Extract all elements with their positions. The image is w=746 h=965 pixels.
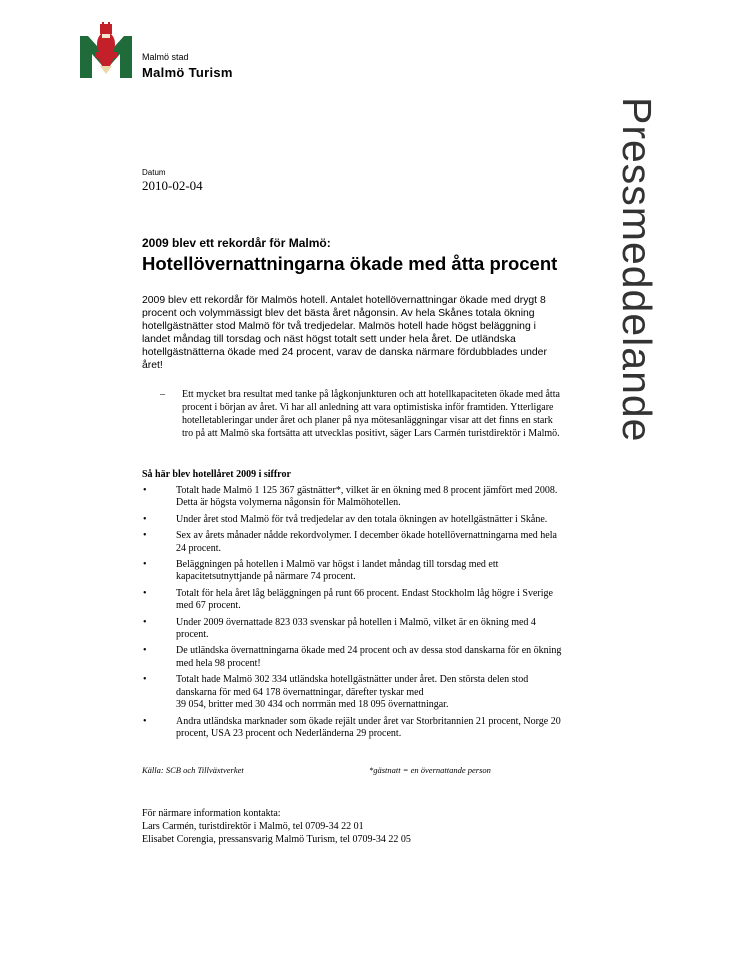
quote-text: Ett mycket bra resultat med tanke på lågkonjunkturen och att hotellkapaciteten ökade med åtta procent i början av året. Vi har all anledning att vara optimistiska inför framtiden. Ytterligare hotelletableringar under året och planer på nya mötesanläggningar visar att det finns en stark tro på att Malmö ska fortsätta att utvecklas positivt, säger Lars Carmén turistdirektör i Malmö. (182, 389, 560, 440)
bullet-icon: • (143, 616, 147, 628)
list-item (142, 514, 566, 526)
list-item (142, 617, 566, 642)
contact-heading: För närmare information kontakta: (142, 808, 281, 819)
headline-line2: Hotellövernattningarna ökade med åtta procent (142, 253, 558, 274)
list-item (142, 588, 566, 613)
bullet-icon: • (143, 485, 147, 496)
org-city: Malmö stad (142, 52, 189, 62)
list-item-text: De utländska övernattningarna ökade med 24 procent och av dessa stod danskarna för en ökning med hela 98 procent! (176, 645, 562, 669)
list-item-text-line2: 39 054, britter med 30 434 och norrmän med 18 095 övernattningar. (176, 699, 449, 711)
list-item-text: Andra utländska marknader som ökade rejält under året var Storbritannien 21 procent, Norge 20 procent, USA 23 procent och Nederländerna 29 procent. (176, 715, 561, 739)
list-item-text: Under året stod Malmö för två tredjedelar av den totala ökningen av hotellgästnätter i Skåne. (176, 513, 548, 525)
bullet-icon: • (143, 513, 147, 525)
list-item-text: Sex av årets månader nådde rekordvolymer. I december ökade hotellövernattningarna med hela 24 procent. (176, 530, 557, 554)
list-item (142, 530, 566, 555)
headline-line1: 2009 blev ett rekordår för Malmö: (142, 236, 331, 250)
bullet-icon: • (143, 559, 147, 571)
facts-list (142, 485, 566, 744)
source-note: Källa: SCB och Tillväxtverket (142, 765, 244, 775)
contact-line: Lars Carmén, turistdirektör i Malmö, tel 0709-34 22 01 (142, 821, 364, 832)
facts-heading: Så här blev hotellåret 2009 i siffror (142, 469, 291, 480)
list-item-text: Totalt för hela året låg beläggningen på runt 66 procent. Endast Stockholm låg högre i Sverige med 67 procent. (176, 587, 553, 612)
bullet-icon: • (143, 530, 147, 542)
list-item (142, 559, 566, 584)
org-name: Malmö Turism (142, 65, 233, 80)
contact-line: Elisabet Corengia, pressansvarig Malmö Turism, tel 0709-34 22 05 (142, 834, 411, 845)
malmo-logo-icon (80, 22, 132, 78)
bullet-icon: • (143, 587, 147, 599)
list-item (142, 645, 566, 670)
date-label: Datum (142, 168, 166, 177)
contact-block (142, 807, 411, 846)
list-item-text: Totalt hade Malmö 1 125 367 gästnätter*, vilket är en ökning med 8 procent jämfört med 2008. Detta är högsta volymerna någonsin för Malmöhotellen. (176, 485, 558, 509)
bullet-icon: • (143, 645, 147, 657)
date-value: 2010-02-04 (142, 178, 203, 193)
list-item (142, 674, 566, 711)
quote-dash: – (160, 389, 165, 400)
list-item-text: Beläggningen på hotellen i Malmö var högst i landet måndag till torsdag med ett kapacitetsutnyttjande på närmare 74 procent. (176, 559, 499, 583)
bullet-icon: • (143, 674, 147, 686)
bullet-icon: • (143, 715, 147, 727)
list-item-text: Under 2009 övernattade 823 033 svenskar på hotellen i Malmö, vilket är en ökning med 4 procent. (176, 616, 536, 641)
side-title: Pressmeddelande (614, 97, 660, 443)
intro-paragraph: 2009 blev ett rekordår för Malmös hotell. Antalet hotellövernattningar ökade med drygt 8 procent och volymmässigt blev det bästa året någonsin. Av hela Skånes totala ökning hotellgästnätter stod Malmö för två tredjedelar. Malmös hotell hade högst beläggning i landet måndag till torsdag och näst högst totalt sett under hela året. De utländska hotellgästnätterna ökade med 24 procent, varav de danska närmare fördubblades under året! (142, 295, 547, 372)
list-item (142, 485, 566, 510)
footnote: *gästnatt = en övernattande person (369, 765, 491, 775)
list-item-text: Totalt hade Malmö 302 334 utländska hotellgästnätter under året. Den största delen stod danskarna för med 64 178 övernattningar, därefter tyskar med (176, 674, 529, 698)
list-item (142, 716, 566, 741)
